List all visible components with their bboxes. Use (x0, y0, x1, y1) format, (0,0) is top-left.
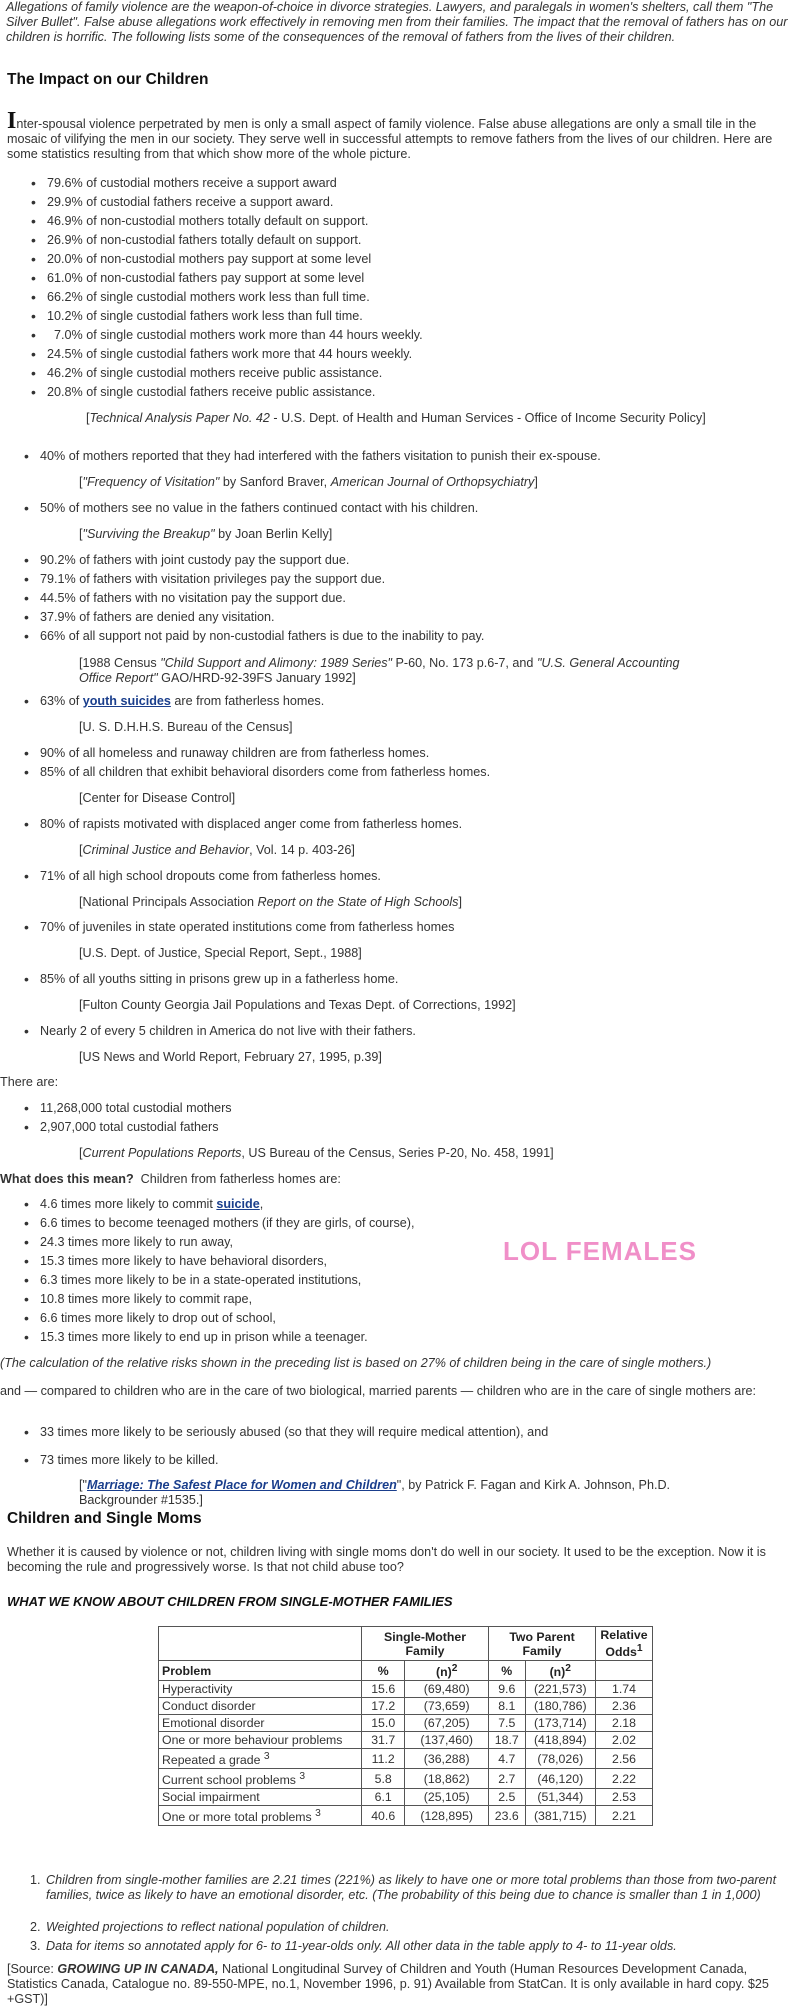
table-header-blank (596, 1661, 653, 1681)
list-item: • 29.9% of custodial fathers receive a support award. (47, 195, 423, 214)
list-item: • 90% of all homeless and runaway children are from fatherless homes. (40, 746, 490, 765)
list-item: • 10.8 times more likely to commit rape, (40, 1292, 415, 1311)
suicide-list (40, 694, 324, 709)
list-item: • 71% of all high school dropouts come from fatherless homes. (40, 869, 381, 884)
single-pct-cell: 15.0 (362, 1715, 405, 1732)
two-n-cell: (381,715) (525, 1806, 595, 1826)
citation: [Technical Analysis Paper No. 42 - U.S. Dept. of Health and Human Services - Office of Income Security Policy] (86, 411, 706, 425)
two-pct-cell: 2.5 (489, 1789, 526, 1806)
citation: [Criminal Justice and Behavior, Vol. 14 p. 403-26] (79, 843, 355, 857)
citation: [Center for Disease Control] (79, 791, 236, 805)
citation: ["Surviving the Breakup" by Joan Berlin Kelly] (79, 527, 333, 541)
list-item: • 24.5% of single custodial fathers work more that 44 hours weekly. (47, 347, 423, 366)
citation: [National Principals Association Report on the State of High Schools] (79, 895, 462, 909)
two-n-cell: (180,786) (525, 1698, 595, 1715)
lol-stamp: LOL FEMALES (503, 1236, 697, 1266)
single-pct-cell: 15.6 (362, 1681, 405, 1698)
single-n-cell: (36,288) (405, 1749, 489, 1769)
drop-cap: I (7, 108, 17, 134)
list-item: • 6.3 times more likely to be in a state-operated institutions, (40, 1273, 415, 1292)
problem-cell: Emotional disorder (159, 1715, 362, 1732)
intro-paragraph: Allegations of family violence are the weapon-of-choice in divorce strategies. Lawyers, and paralegals in women's shelters, call them "The Silver Bullet". False abuse allegations work effectively in removing men from their families. The impact that the removal of fathers has on our children is horrific. The following lists some of the consequences of the removal of fathers from the lives of their children. (6, 0, 788, 44)
single-n-cell: (25,105) (405, 1789, 489, 1806)
table-notes (30, 1873, 791, 1954)
citation: [Fulton County Georgia Jail Populations and Texas Dept. of Corrections, 1992] (79, 998, 516, 1012)
list-item: • 20.0% of non-custodial mothers pay support at some level (47, 252, 423, 271)
list-item: • 63% of youth suicides are from fatherless homes. (40, 694, 324, 709)
prisons-list (40, 972, 398, 987)
citation: [Current Populations Reports, US Bureau of the Census, Series P-20, No. 458, 1991] (79, 1146, 554, 1160)
list-item: • 66.2% of single custodial mothers work less than full time. (47, 290, 423, 309)
table-header-pct: % (489, 1661, 526, 1681)
two-pct-cell: 8.1 (489, 1698, 526, 1715)
list-item: • 20.8% of single custodial fathers receive public assistance. (47, 385, 423, 404)
compared-paragraph: and — compared to children who are in the care of two biological, married parents — children who are in the care of single mothers are: (0, 1384, 757, 1398)
single-n-cell: (69,480) (405, 1681, 489, 1698)
there-are-label: There are: (0, 1075, 59, 1089)
single-n-cell: (128,895) (405, 1806, 489, 1826)
citation: [US News and World Report, February 27, 1995, p.39] (79, 1050, 382, 1064)
odds-cell: 2.53 (596, 1789, 653, 1806)
single-n-cell: (73,659) (405, 1698, 489, 1715)
note-item: 2. Weighted projections to reflect national population of children. (30, 1920, 390, 1934)
problem-cell: Repeated a grade $^3$ (159, 1749, 362, 1769)
problem-cell: One or more total problems $^3$ (159, 1806, 362, 1826)
list-item: • 44.5% of fathers with no visitation pay the support due. (40, 591, 484, 610)
list-item: • 46.9% of non-custodial mothers totally default on support. (47, 214, 423, 233)
table-header-single-mother: Single-Mother Family (362, 1627, 489, 1661)
list-item: • 24.3 times more likely to run away, (40, 1235, 415, 1254)
table-row (159, 1806, 653, 1826)
list-item: • 66% of all support not paid by non-custodial fathers is due to the inability to pay. (40, 629, 484, 648)
two-n-cell: (173,714) (525, 1715, 595, 1732)
odds-cell: 2.21 (596, 1806, 653, 1826)
odds-cell: 2.02 (596, 1732, 653, 1749)
list-item: • Nearly 2 of every 5 children in America do not live with their fathers. (40, 1024, 416, 1039)
two-n-cell: (46,120) (525, 1769, 595, 1789)
support-stats-list (47, 176, 423, 404)
single-pct-cell: 40.6 (362, 1806, 405, 1826)
single-mother-stats-table (158, 1626, 653, 1826)
list-item: • 11,268,000 total custodial mothers (40, 1101, 232, 1120)
problem-cell: Current school problems $^3$ (159, 1769, 362, 1789)
problem-cell: Social impairment (159, 1789, 362, 1806)
two-pct-cell: 23.6 (489, 1806, 526, 1826)
list-item: • 15.3 times more likely to have behavioral disorders, (40, 1254, 415, 1273)
two-n-cell: (221,573) (525, 1681, 595, 1698)
single-n-cell: (137,460) (405, 1732, 489, 1749)
citation: ["Marriage: The Safest Place for Women and Children", by Patrick F. Fagan and Kirk A. Johnson, Ph.D. Backgrounder #1535.] (79, 1478, 671, 1507)
two-pct-cell: 4.7 (489, 1749, 526, 1769)
totals-list (40, 1101, 232, 1139)
single-moms-heading: Children and Single Moms (7, 1510, 202, 1527)
youth-suicides-link[interactable]: youth suicides (82, 694, 171, 708)
rapists-list (40, 817, 462, 832)
list-item: • 33 times more likely to be seriously abused (so that they will require medical attention), and (40, 1425, 548, 1453)
table-header-pct: % (362, 1661, 405, 1681)
two-n-cell: (418,894) (525, 1732, 595, 1749)
odds-cell: 2.36 (596, 1698, 653, 1715)
table-header-n: $(n)^2$ (405, 1661, 489, 1681)
note-item: 1. Children from single-mother families are 2.21 times (221%) as likely to have one or more total problems than those from two-parent families, twice as likely to have an emotional disorder, etc. (The probability of this being due to chance is smaller than 1 in 1,000) (30, 1873, 777, 1902)
single-pct-cell: 11.2 (362, 1749, 405, 1769)
table-header-blank (159, 1627, 362, 1661)
list-item: • 85% of all children that exhibit behavioral disorders come from fatherless homes. (40, 765, 490, 784)
single-pct-cell: 6.1 (362, 1789, 405, 1806)
two-n-cell: (78,026) (525, 1749, 595, 1769)
single-pct-cell: 17.2 (362, 1698, 405, 1715)
list-item: • 85% of all youths sitting in prisons grew up in a fatherless home. (40, 972, 398, 987)
list-item: • 40% of mothers reported that they had interfered with the fathers visitation to punish their ex-spouse. (40, 449, 601, 464)
meaning-line: What does this mean? Children from fatherless homes are: (0, 1172, 341, 1186)
citation: [1988 Census "Child Support and Alimony: 1989 Series" P-60, No. 173 p.6-7, and "U.S. General Accounting Office Report" GAO/HRD-92-39FS January 1992] (79, 656, 680, 685)
likelihood-list (40, 1197, 415, 1349)
list-item: • 2,907,000 total custodial fathers (40, 1120, 232, 1139)
problem-cell: One or more behaviour problems (159, 1732, 362, 1749)
list-item: • 73 times more likely to be killed. (40, 1453, 548, 1468)
citation: [U.S. Dept. of Justice, Special Report, Sept., 1988] (79, 946, 362, 960)
dropouts-list (40, 869, 381, 884)
problem-cell: Hyperactivity (159, 1681, 362, 1698)
list-item: • 61.0% of non-custodial fathers pay support at some level (47, 271, 423, 290)
single-mother-table-heading: WHAT WE KNOW ABOUT CHILDREN FROM SINGLE-MOTHER FAMILIES (7, 1594, 453, 1609)
single-n-cell: (67,205) (405, 1715, 489, 1732)
two-pct-cell: 18.7 (489, 1732, 526, 1749)
source-citation: [Source: GROWING UP IN CANADA, National Longitudinal Survey of Children and Youth (Human Resources Development Canada, Statistics Canada, Catalogue no. 89-550-MPE, no.1, November 1996, p. 91) Available from StatCan. It is only available in hard copy. $25 +GST)] (7, 1962, 769, 2006)
list-item: • 6.6 times to become teenaged mothers (if they are girls, of course), (40, 1216, 415, 1235)
table-header-two-parent: Two Parent Family (489, 1627, 596, 1661)
list-item: • 79.6% of custodial mothers receive a support award (47, 176, 423, 195)
payment-stats-list (40, 553, 484, 648)
table-header-relative-odds: Relative Odds$^1$ (596, 1627, 653, 1661)
no-value-list (40, 501, 478, 516)
two-pct-cell: 2.7 (489, 1769, 526, 1789)
odds-cell: 2.56 (596, 1749, 653, 1769)
table-row (159, 1715, 653, 1732)
table-row (159, 1698, 653, 1715)
list-item: • 15.3 times more likely to end up in prison while a teenager. (40, 1330, 415, 1349)
list-item: • 4.6 times more likely to commit suicide, (40, 1197, 415, 1216)
table-row (159, 1732, 653, 1749)
note-item: 3. Data for items so annotated apply for 6- to 11-year-olds only. All other data in the table apply to 4- to 11-year olds. (30, 1939, 677, 1953)
single-pct-cell: 5.8 (362, 1769, 405, 1789)
single-n-cell: (18,862) (405, 1769, 489, 1789)
marriage-report-link[interactable]: Marriage: The Safest Place for Women and Children (86, 1478, 397, 1492)
list-item: • 79.1% of fathers with visitation privileges pay the support due. (40, 572, 484, 591)
odds-cell: 2.22 (596, 1769, 653, 1789)
two-n-cell: (51,344) (525, 1789, 595, 1806)
problem-cell: Conduct disorder (159, 1698, 362, 1715)
single-pct-cell: 31.7 (362, 1732, 405, 1749)
juveniles-list (40, 920, 454, 935)
list-item: • 26.9% of non-custodial fathers totally default on support. (47, 233, 423, 252)
list-item: • 50% of mothers see no value in the fathers continued contact with his children. (40, 501, 478, 516)
table-header-n: $(n)^2$ (525, 1661, 595, 1681)
visitation-list (40, 449, 601, 464)
suicide-link[interactable]: suicide (216, 1197, 260, 1211)
homeless-list (40, 746, 490, 784)
list-item: • 80% of rapists motivated with displaced anger come from fatherless homes. (40, 817, 462, 832)
two-pct-cell: 7.5 (489, 1715, 526, 1732)
citation: [U. S. D.H.H.S. Bureau of the Census] (79, 720, 293, 734)
list-item: • 70% of juveniles in state operated institutions come from fatherless homes (40, 920, 454, 935)
table-row (159, 1789, 653, 1806)
calculation-note: (The calculation of the relative risks shown in the preceding list is based on 27% of children being in the care of single mothers.) (0, 1356, 712, 1370)
list-item: • 37.9% of fathers are denied any visitation. (40, 610, 484, 629)
table-row (159, 1681, 653, 1698)
list-item: • 7.0% of single custodial mothers work more than 44 hours weekly. (47, 328, 423, 347)
two-pct-cell: 9.6 (489, 1681, 526, 1698)
table-row (159, 1749, 653, 1769)
lead-paragraph (7, 108, 797, 162)
single-moms-paragraph: Whether it is caused by violence or not, children living with single moms don't do well in our society. It used to be the exception. Now it is becoming the rule and progressively worse. Is that not child abuse too? (7, 1545, 766, 1574)
list-item: • 46.2% of single custodial mothers receive public assistance. (47, 366, 423, 385)
odds-cell: 2.18 (596, 1715, 653, 1732)
list-item: • 6.6 times more likely to drop out of school, (40, 1311, 415, 1330)
table-header-problem: Problem (159, 1661, 362, 1681)
table-body (159, 1681, 653, 1826)
citation: ["Frequency of Visitation" by Sanford Braver, American Journal of Orthopsychiatry] (79, 475, 538, 489)
list-item: • 90.2% of fathers with joint custody pay the support due. (40, 553, 484, 572)
odds-cell: 1.74 (596, 1681, 653, 1698)
nearly-list (40, 1024, 416, 1039)
lead-text: nter-spousal violence perpetrated by men is only a small aspect of family violence. False abuse allegations are only a small tile in the mosaic of vilifying the men in our society. They serve well in successful attempts to remove fathers from the lives of our children. Here are some statistics resulting from that which show more of the whole picture. (7, 117, 773, 161)
list-item: • 10.2% of single custodial fathers work less than full time. (47, 309, 423, 328)
impact-heading: The Impact on our Children (7, 71, 209, 88)
abuse-list (40, 1425, 548, 1468)
table-row (159, 1769, 653, 1789)
